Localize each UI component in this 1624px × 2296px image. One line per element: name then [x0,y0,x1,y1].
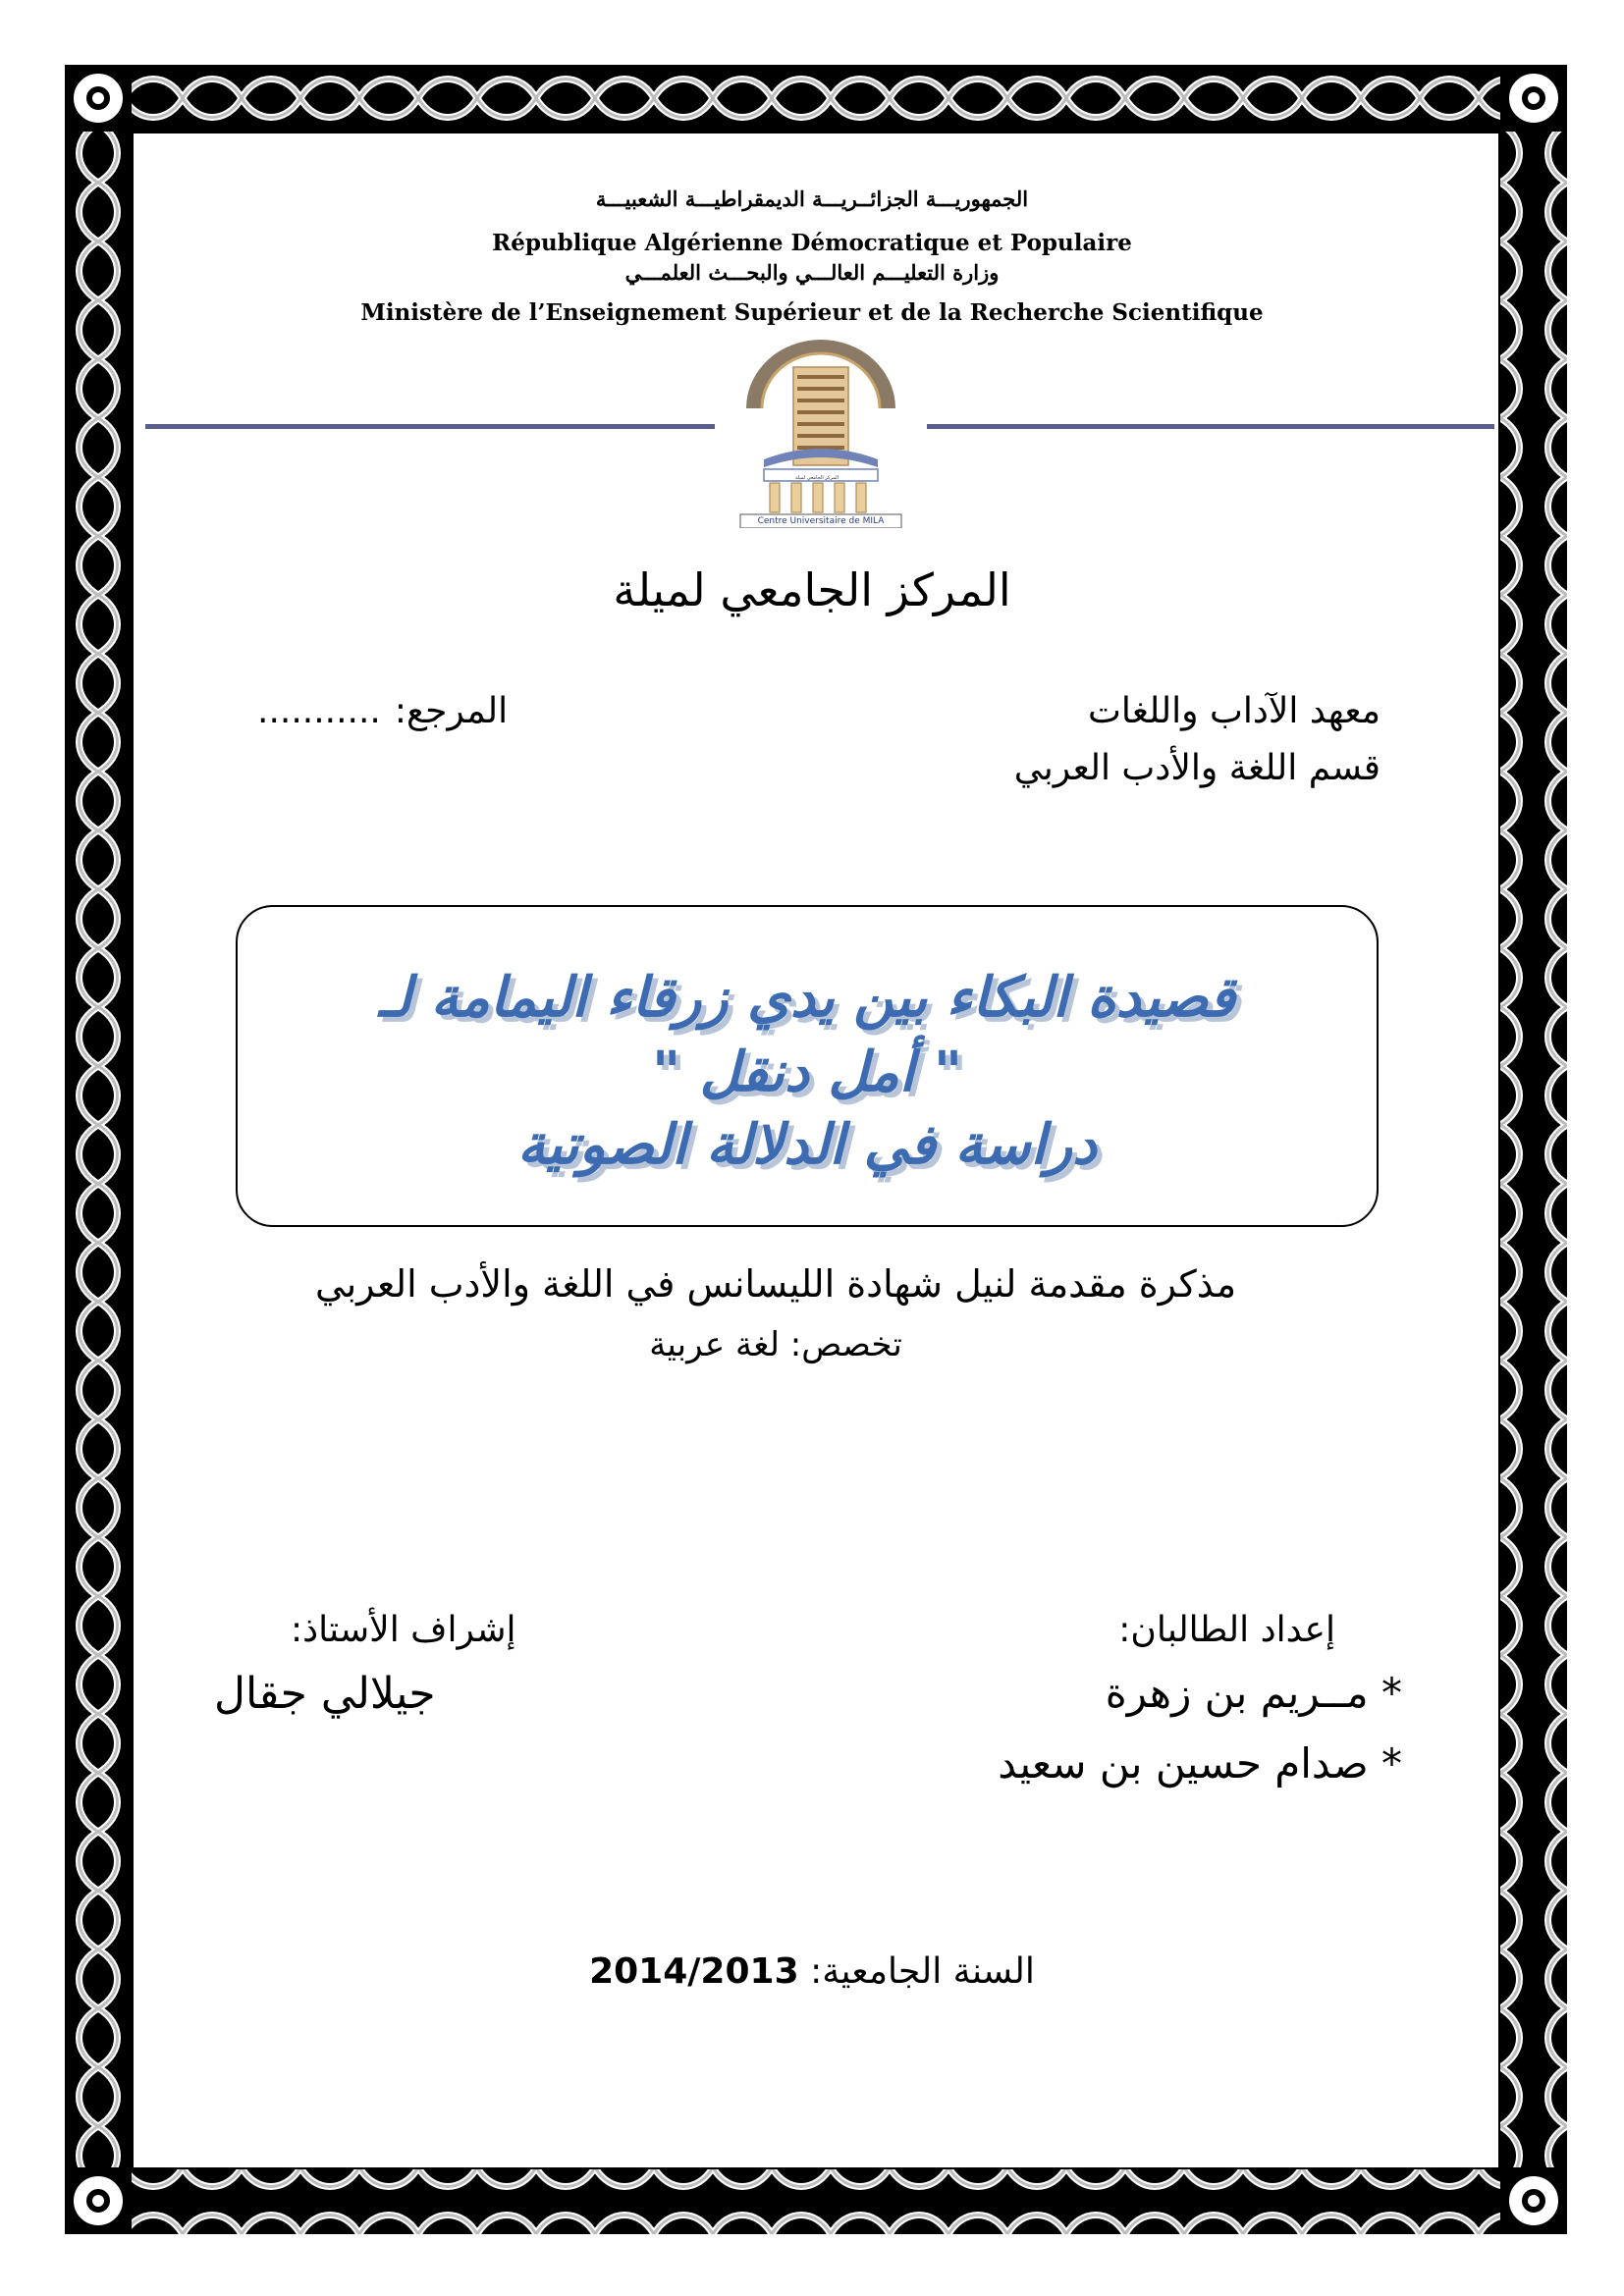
student-name: * صدام حسين بن سعيد [998,1739,1402,1788]
logo-arabic-text: المركز الجامعي لميلة [794,475,839,481]
header-rule-right [927,424,1494,429]
corner-ornament [1505,2172,1562,2229]
thesis-title-box [236,905,1379,1227]
corner-ornament [1505,70,1562,127]
academic-year-value: 2014/2013 [589,1951,799,1992]
reference-value: ........... [257,691,381,731]
institution-name: المركز الجامعي لميلة [613,563,1011,616]
ministry-arabic: وزارة التعليـــم العالـــي والبحـــث العلمـــي [624,260,1000,285]
degree-description: مذكرة مقدمة لنيل شهادة الليسانس في اللغة والأدب العربي [314,1262,1237,1306]
institute-name: معهد الآداب واللغات [1088,691,1380,731]
reference-label: المرجع: [394,691,509,731]
supervisor-name: جيلالي جقال [214,1669,436,1719]
ministry-french: Ministère de l’Enseignement Supérieur et de la Recherche Scientifique [360,299,1264,326]
corner-ornament [70,2172,127,2229]
thesis-title-line2: " أمل دنقل " [651,1041,963,1104]
thesis-title-line1: قصيدة البكاء بين يدي زرقاء اليمامة لـ [378,966,1236,1030]
academic-year [0,1951,1624,1992]
university-logo [734,340,907,528]
reference [257,691,508,731]
department-name: قسم اللغة والأدب العربي [1013,748,1380,788]
logo-caption: Centre Universitaire de MILA [757,516,885,526]
republic-arabic: الجمهوريـــة الجزائــريـــة الديمقراطيـــة الشعبيـــة [595,187,1029,211]
academic-year-label: السنة الجامعية: [810,1951,1035,1992]
corner-ornament [70,70,127,127]
students-label: إعداد الطالبان: [1118,1610,1335,1650]
thesis-title-line3: دراسة في الدلالة الصوتية [516,1113,1098,1177]
degree-specialty: تخصص: لغة عربية [649,1325,902,1364]
header-rule-left [145,424,715,429]
student-name: * مــريم بن زهرة [1105,1669,1402,1717]
republic-french: République Algérienne Démocratique et Populaire [492,230,1132,256]
supervisor-label: إشراف الأستاذ: [291,1610,516,1650]
